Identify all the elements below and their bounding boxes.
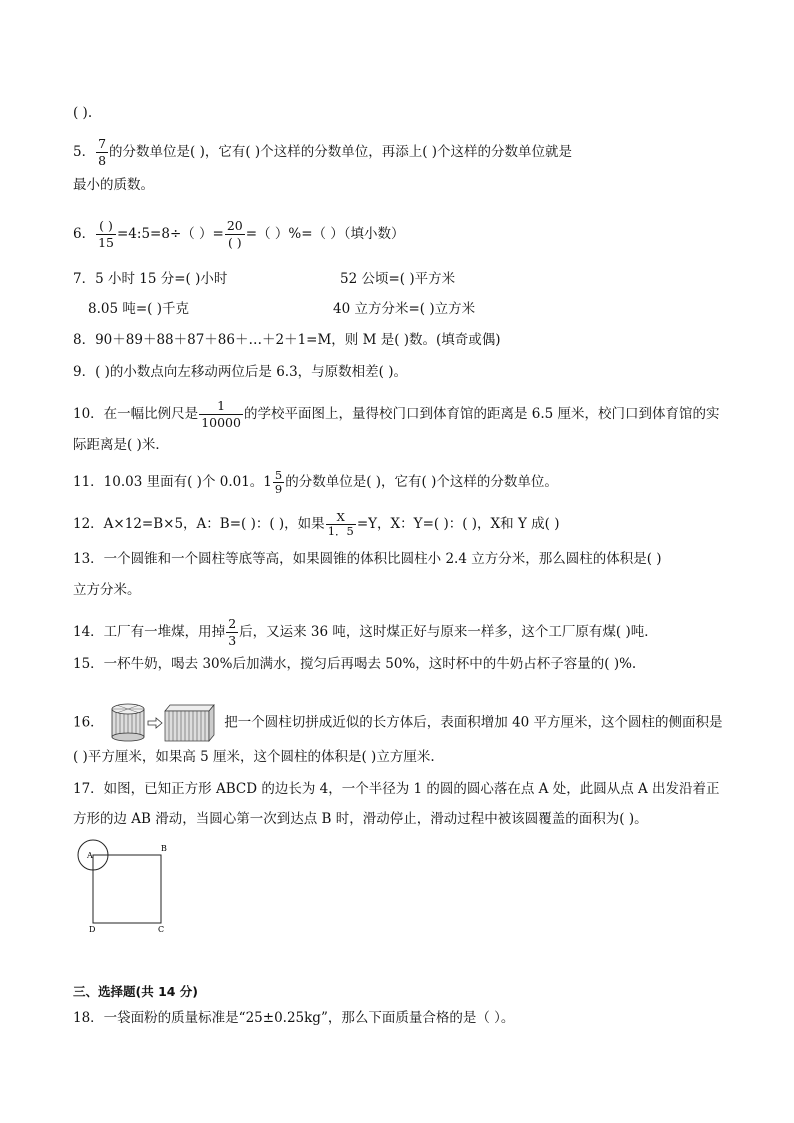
fraction-7-8: $\frac{7}{8}$ bbox=[98, 136, 107, 168]
fraction-blank-15: $\frac{( )}{15}$ bbox=[98, 218, 114, 250]
question-16-line2: ( )平方厘米，如果高 5 厘米，这个圆柱的体积是( )立方厘米. bbox=[73, 749, 435, 765]
question-10-line2: 际距离是( )米． bbox=[73, 437, 169, 453]
question-11: 11．10.03 里面有( )个 0.01。1 $\frac{5}{9}$ 的分数单位是( )，它有( )个这样的分数单位。 bbox=[73, 468, 558, 496]
question-15: 15．一杯牛奶，喝去 30%后加满水，搅匀后再喝去 50%，这时杯中的牛奶占杯子容量的( )%. bbox=[73, 656, 637, 672]
question-10: 10．在一幅比例尺是 $\frac{1}{10000}$ 的学校平面图上，量得校门口到体育馆的距离是 6.5 厘米，校门口到体育馆的实 bbox=[73, 398, 720, 430]
fraction-20-blank: $\frac{20}{( )}$ bbox=[226, 218, 243, 250]
label-c: C bbox=[158, 925, 165, 934]
question-7-tons: 8.05 吨=( )千克 bbox=[88, 301, 189, 317]
square-abcd bbox=[93, 855, 161, 923]
question-7-hectares: 52 公顷=( )平方米 bbox=[340, 271, 456, 287]
question-12: 12．A×12=B×5，A：B=( )：( )，如果 $\frac{X}{1.5}$ =Y，X：Y=( )：( )，X和 Y 成( ) bbox=[73, 510, 560, 538]
question-5: 5． $\frac{7}{8}$ 的分数单位是( )，它有( )个这样的分数单位，再添上( )个这样的分数单位就是 bbox=[73, 136, 573, 168]
label-b: B bbox=[161, 844, 167, 853]
question-13: 13．一个圆锥和一个圆柱等底等高，如果圆锥的体积比圆柱小 2.4 立方分米，那么圆柱的体积是( ) bbox=[73, 551, 662, 567]
question-8: 8．90＋89＋88＋87＋86＋…＋2＋1=M，则 M 是( )数。(填奇或偶) bbox=[73, 332, 501, 348]
question-9: 9．( )的小数点向左移动两位后是 6.3，与原数相差( )。 bbox=[73, 364, 407, 380]
fraction-2-3: $\frac{2}{3}$ bbox=[228, 616, 237, 648]
question-6: 6． $\frac{( )}{15}$ =4:5=8÷（ ）= $\frac{20}{( )}$ =（ ）%=（ ）（填小数） bbox=[73, 218, 405, 250]
question-17: 17．如图，已知正方形 ABCD 的边长为 4，一个半径为 1 的圆的圆心落在点 A 处，此圆从点 A 出发沿着正 bbox=[73, 781, 720, 797]
fraction-scale: $\frac{1}{10000}$ bbox=[201, 398, 241, 430]
question-14: 14．工厂有一堆煤，用掉 $\frac{2}{3}$ 后，又运来 36 吨，这时煤正好与原来一样多，这个工厂原有煤( )吨． bbox=[73, 616, 658, 648]
question-18: 18．一袋面粉的质量标准是“25±0.25kg”，那么下面质量合格的是（ ）。 bbox=[73, 1010, 515, 1026]
fraction-x-1-5: $\frac{X}{1.5}$ bbox=[327, 510, 354, 538]
section-3-heading: 三、选择题(共 14 分) bbox=[73, 984, 199, 999]
question-5-line2: 最小的质数。 bbox=[73, 177, 154, 193]
cylinder-to-cuboid-figure bbox=[110, 701, 218, 745]
question-16: 16． 把一个圆柱切拼成近似的长方体后，表面积增加 40 平方厘米，这个圆柱的侧面积是 bbox=[73, 701, 723, 745]
square-circle-figure bbox=[76, 838, 176, 934]
label-a: A bbox=[87, 851, 93, 860]
question-13-line2: 立方分米。 bbox=[73, 582, 141, 598]
question-17-line2: 方形的边 AB 滑动，当圆心第一次到达点 B 时，滑动停止，滑动过程中被该圆覆盖的面积为( )。 bbox=[73, 811, 648, 827]
mixed-number: 1 $\frac{5}{9}$ bbox=[263, 468, 283, 496]
question-7-hours: 7．5 小时 15 分=( )小时 bbox=[73, 271, 228, 287]
question-4-continuation: ( ). bbox=[73, 105, 93, 121]
label-d: D bbox=[89, 925, 96, 934]
question-7-cubic: 40 立方分米=( )立方米 bbox=[333, 301, 476, 317]
